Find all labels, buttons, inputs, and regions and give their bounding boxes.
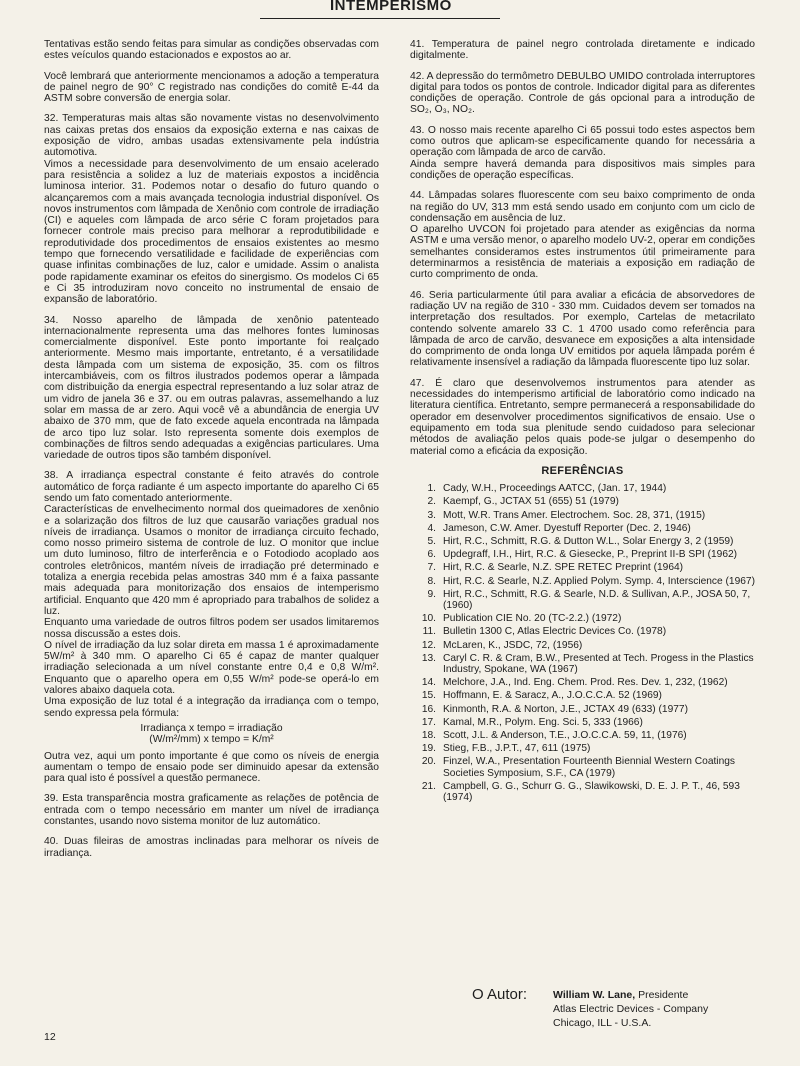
author-name-line <box>553 988 708 1002</box>
reference-text: Hirt, R.C., Schmitt, R.G. & Dutton W.L., Solar Energy 3, 2 (1959) <box>443 535 734 547</box>
paragraph: Características de envelhecimento normal dos queimadores de xenônio e a solarização dos filtros de luz que causarão variações gradual nos níveis de irradiança. Usamos o monitor de irradiança circuito fechado, como nosso primeiro sistema de controle de luz. O monitor que inclue um duto luminoso, filtro de interferência e o Fotodiodo acoplado aos controles eletrônicos, mantém níveis de irradiação pré determinado e totaliza a energia recebida pelas amostras 340 mm é a faixa passante mais adequada para monitorização dos ensaios de intemperismo artificial. Enquanto que 420 mm é apropriado para trabalhos de solidez a luz. <box>44 504 379 617</box>
author-label: O Autor: <box>472 986 528 1003</box>
reference-number: 15. <box>421 690 436 702</box>
author-location: Chicago, ILL - U.S.A. <box>553 1017 652 1029</box>
reference-item <box>410 730 755 741</box>
paragraph: 46. Seria particularmente útil para avaliar a eficácia de absorvedores de radiação UV na região de 310 - 330 mm. Cuidados devem ser tomados na interpretação dos resultados. Por exemplo, Cartelas de metacrilato contendo solvente amarelo 33 C. 1 4700 usado como referência para lâmpada de arco de carvão, desvanece em exposições a alta intensidade do comprimento de onda longa UV emitidos por aquela lâmpada porém é relativamente insensível a radiação da lâmpada fluorescente tipo luz solar. <box>410 289 755 369</box>
paragraph: O nível de irradiação da luz solar direta em massa 1 é aproximadamente 5W/m² à 340 mm. O aparelho Ci 65 é capaz de manter qualquer irradiação selecionada a um nível constante entre 0,4 e 0,8 W/m². Enquanto que o aparelho opera em 0,55 W/m² pode-se operá-lo em valores abaixo daquela cota. <box>44 639 379 697</box>
reference-number: 16. <box>421 703 436 715</box>
formula <box>44 723 379 746</box>
reference-text: Mott, W.R. Trans Amer. Electrochem. Soc. 28, 371, (1915) <box>443 509 706 521</box>
paragraph: Uma exposição de luz total é a integração da irradiança com o tempo, sendo expressa pela fórmula: <box>44 696 379 719</box>
reference-text: Updegraff, I.H., Hirt, R.C. & Giesecke, P., Preprint II-B SPI (1962) <box>443 549 738 561</box>
references-title: REFERÊNCIAS <box>541 464 624 477</box>
reference-number: 21. <box>421 780 436 792</box>
reference-number: 7. <box>427 562 436 574</box>
reference-number: 8. <box>427 575 436 587</box>
paragraph: 47. É claro que desenvolvemos instrumentos para atender as necessidades do intemperismo artificial de laboratório como indicado na literatura científica. Entretanto, sempre permanecerá a responsabilidade do operador em desenvolver procedimentos significativos de ensaio. Use o equipamento em toda sua plenitude sendo cuidadoso para selecionar métodos de avaliação pelos quais pode-se julgar o desempenho do material como a eficácia da exposição. <box>410 377 755 457</box>
reference-item <box>410 640 755 651</box>
references-list <box>410 483 755 803</box>
reference-number: 5. <box>427 535 436 547</box>
reference-item <box>410 756 755 778</box>
paragraph: 38. A irradiança espectral constante é feito através do controle automático de força radiante é um aspecto importante do aparelho Ci 65 sendo um fato comentado anteriormente. <box>44 470 379 504</box>
reference-item <box>410 704 755 715</box>
paragraph: Vimos a necessidade para desenvolvimento de um ensaio acelerado para resistência a solidez a luz de materiais expostos a incidência luminosa interior. 31. Podemos notar o desafio do futuro quando o alcançaremos com a mais avançada tecnologia industrial disponível. Os novos instrumentos com lâmpada de Xenônio com controle de irradiação (CI) e aqueles com lâmpada de arco série C foram projetados para fornecer controle mais preciso para melhorar a reprodutibilidade e reprodutividade dos procedimentos de ensaios existentes ao mesmo tempo que fornecendo versatilidade e facilidade de experiências com quase infinitas combinações de luz, calor e umidade. Assim o analista pode rapidamente examinar os efeitos do sinergismo. Os modelos Ci 65 e Ci 35 introduziram novo conceito no instrumental de ensaio de expansão de laboratório. <box>44 158 379 306</box>
reference-text: Hirt, R.C. & Searle, N.Z. Applied Polym. Symp. 4, Interscience (1967) <box>443 575 755 587</box>
reference-number: 1. <box>427 483 436 495</box>
reference-item <box>410 781 755 803</box>
reference-text: Hirt, R.C. & Searle, N.Z. SPE RETEC Preprint (1964) <box>443 562 684 574</box>
reference-number: 12. <box>421 639 436 651</box>
reference-number: 4. <box>427 522 436 534</box>
page-header <box>0 0 800 22</box>
reference-item <box>410 690 755 701</box>
reference-item <box>410 510 755 521</box>
reference-text: Stieg, F.B., J.P.T., 47, 611 (1975) <box>443 743 591 755</box>
reference-text: Campbell, G. G., Schurr G. G., Slawikowski, D. E. J. P. T., 46, 593 (1974) <box>443 780 740 803</box>
reference-text: Melchore, J.A., Ind. Eng. Chem. Prod. Res. Dev. 1, 232, (1962) <box>443 677 728 689</box>
author-role: Presidente <box>638 989 689 1001</box>
author-details <box>553 988 708 1030</box>
reference-number: 17. <box>421 716 436 728</box>
reference-item <box>410 576 755 587</box>
paragraph: 42. A depressão do termômetro DEBULBO UMIDO controlada interruptores digital para todos os pontos de controle. Indicador digital para as diferentes condições de operação. Controle de gás opcional para a introdução de SO₂, O₃, NO₂. <box>410 70 755 116</box>
reference-number: 9. <box>427 588 436 600</box>
reference-item <box>410 549 755 560</box>
reference-text: Cady, W.H., Proceedings AATCC, (Jan. 17, 1944) <box>443 483 667 495</box>
paragraph: Ainda sempre haverá demanda para dispositivos mais simples para condições de operação específicas. <box>410 158 755 181</box>
header-rule <box>260 18 500 19</box>
reference-number: 13. <box>421 652 436 664</box>
reference-text: McLaren, K., JSDC, 72, (1956) <box>443 639 583 651</box>
author-company: Atlas Electric Devices - Company <box>553 1003 709 1015</box>
reference-item <box>410 677 755 688</box>
reference-number: 19. <box>421 743 436 755</box>
reference-text: Jameson, C.W. Amer. Dyestuff Reporter (Dec. 2, 1946) <box>443 522 691 534</box>
reference-number: 11. <box>422 626 436 638</box>
reference-text: Bulletin 1300 C, Atlas Electric Devices Co. (1978) <box>443 626 667 638</box>
reference-text: Hoffmann, E. & Saracz, A., J.O.C.C.A. 52 (1969) <box>443 690 662 702</box>
paragraph: 32. Temperaturas mais altas são novamente vistas no desenvolvimento nas caixas pretas dos ensaios da exposição externa e nas caixas de exposição de vidro, ambas usadas extensivamente pela indústria automotiva. <box>44 113 379 159</box>
paragraph: 41. Temperatura de painel negro controlada diretamente e indicado digitalmente. <box>410 39 755 62</box>
reference-text: Kaempf, G., JCTAX 51 (655) 51 (1979) <box>443 496 619 508</box>
reference-item <box>410 496 755 507</box>
reference-text: Finzel, W.A., Presentation Fourteenth Biennial Western Coatings Societies Symposium, S.F., CA (1979) <box>443 756 735 779</box>
right-column <box>410 39 755 805</box>
reference-text: Publication CIE No. 20 (TC-2.2.) (1972) <box>443 613 622 625</box>
page-number: 12 <box>44 1031 56 1043</box>
formula-line: Irradiança x tempo = irradiação <box>140 722 283 734</box>
paragraph: 40. Duas fileiras de amostras inclinadas para melhorar os níveis de irradiança. <box>44 836 379 859</box>
author-name: William W. Lane, <box>553 989 636 1001</box>
reference-number: 18. <box>421 729 436 741</box>
reference-item <box>410 653 755 675</box>
paragraph: 34. Nosso aparelho de lâmpada de xenônio patenteado internacionalmente representa uma das melhores fontes luminosas comercialmente disponível. Este ponto importante foi realçado anteriormente. Mesmo mais importante, entretanto, é a versatilidade desta lâmpada com um sistema de exposição, 35. com os filtros intercambiáveis, com os filtros ilustrados podemos operar a lâmpada com distribuição da energia espectral representando a luz solar atraz de um vidro de janela 36 e 37. ou em outras palavras, assemelhando a luz solar em massa de ar zero. Aqui você vê a abundância de energia UV abaixo de 370 mm, que de fato excede aquela encontrada na lâmpada de arco tipo luz solar. Isto representa somente dois exemplos de combinações de filtros sendo adequadas a exigências particulares. Uma variedade de outros tipos são também disponível. <box>44 314 379 462</box>
reference-item <box>410 589 755 611</box>
paragraph: Enquanto uma variedade de outros filtros podem ser usados limitaremos nossa discussão a estes dois. <box>44 617 379 640</box>
paragraph: 44. Lâmpadas solares fluorescente com seu baixo comprimento de onda na região do UV, 313 mm está sendo usado em conjunto com um ciclo de condensação em ausência de luz. <box>410 190 755 224</box>
reference-item <box>410 626 755 637</box>
reference-number: 20. <box>421 756 436 768</box>
reference-number: 14. <box>421 677 436 689</box>
reference-item <box>410 536 755 547</box>
left-column <box>44 39 379 868</box>
paragraph: O aparelho UVCON foi projetado para atender as exigências da norma ASTM e uma versão menor, o aparelho modelo UV-2, operar em condições semelhantes consideramos estes instrumentos útil primeiramente para determinarmos a resistência de materiais a exposição em radiação de curto comprimento de onda. <box>410 224 755 281</box>
reference-text: Caryl C. R. & Cram, B.W., Presented at Tech. Progess in the Plastics Industry, Spokane, WA (1967) <box>443 652 754 675</box>
paragraph: Tentativas estão sendo feitas para simular as condições observadas com estes veículos quando estacionados e expostos ao ar. <box>44 39 379 62</box>
section-title: INTEMPERISMO <box>330 0 452 14</box>
reference-text: Kinmonth, R.A. & Norton, J.E., JCTAX 49 (633) (1977) <box>443 703 688 715</box>
reference-item <box>410 562 755 573</box>
paragraph: Você lembrará que anteriormente mencionamos a adoção a temperatura de painel negro de 90° C registrado nas condições do comitê E-44 da ASTM sobre conversão de energia solar. <box>44 70 379 105</box>
reference-item <box>410 717 755 728</box>
reference-number: 3. <box>427 509 436 521</box>
reference-number: 10. <box>421 613 436 625</box>
reference-text: Kamal, M.R., Polym. Eng. Sci. 5, 333 (1966) <box>443 716 643 728</box>
reference-item <box>410 523 755 534</box>
reference-number: 6. <box>427 549 436 561</box>
reference-text: Hirt, R.C., Schmitt, R.G. & Searle, N.D. & Sullivan, A.P., JOSA 50, 7, (1960) <box>443 588 751 611</box>
reference-item <box>410 743 755 754</box>
paragraph: 39. Esta transparência mostra graficamente as relações de potência de entrada com o tempo necessário em manter um nível de irradiança constantes, usando novo sistema monitor de luz automático. <box>44 793 379 827</box>
formula-line: (W/m²/mm) x tempo = K/m² <box>149 734 274 746</box>
reference-number: 2. <box>427 496 436 508</box>
paragraph: 43. O nosso mais recente aparelho Ci 65 possui todo estes aspectos bem como outros que aplicam-se especificamente quando for necessária a operação com lâmpada de arco de carvão. <box>410 124 755 159</box>
reference-text: Scott, J.L. & Anderson, T.E., J.O.C.C.A. 59, 11, (1976) <box>443 729 687 741</box>
paragraph: Outra vez, aqui um ponto importante é que como os níveis de energia aumentam o tempo de ensaio pode ser diminuido apesar da extensão para qual isto é possível a questão permanece. <box>44 750 379 785</box>
reference-item <box>410 613 755 624</box>
reference-item <box>410 483 755 494</box>
